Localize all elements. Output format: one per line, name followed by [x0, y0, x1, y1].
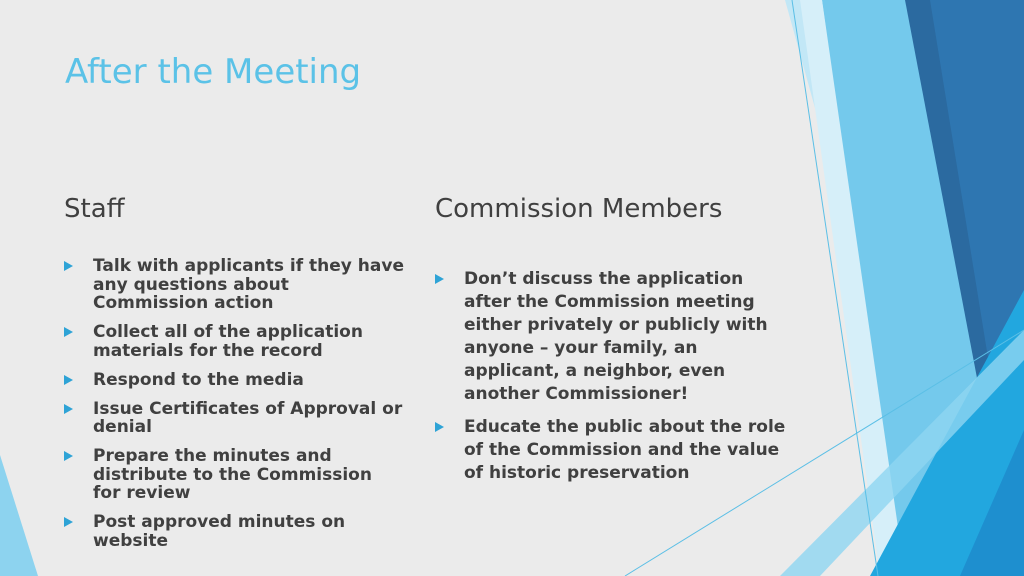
list-item [435, 268, 790, 406]
bullet-arrow-icon [64, 327, 73, 337]
bullet-arrow-icon [435, 274, 444, 284]
list-item-text: Talk with applicants if they have any questions about Commission action [93, 256, 404, 313]
commission-list [435, 268, 790, 495]
bullet-arrow-icon [64, 517, 73, 527]
list-item [64, 323, 404, 360]
list-item-text: Collect all of the application materials for the record [93, 322, 363, 361]
slide-title: After the Meeting [65, 52, 362, 92]
list-item [64, 371, 404, 390]
bullet-arrow-icon [64, 261, 73, 271]
list-item-text: Educate the public about the role of the Commission and the value of historic preservation [464, 417, 786, 483]
staff-heading: Staff [64, 194, 125, 224]
left-wedge-shape [0, 455, 38, 576]
list-item [435, 416, 790, 485]
commission-heading: Commission Members [435, 194, 723, 224]
bullet-arrow-icon [435, 422, 444, 432]
staff-list [64, 257, 404, 561]
bullet-arrow-icon [64, 375, 73, 385]
list-item [64, 257, 404, 313]
list-item-text: Post approved minutes on website [93, 512, 346, 551]
list-item-text: Respond to the media [93, 369, 304, 390]
list-item-text: Prepare the minutes and distribute to the Commission for review [93, 446, 372, 503]
bullet-arrow-icon [64, 451, 73, 461]
bullet-arrow-icon [64, 404, 73, 414]
list-item-text: Don’t discuss the application after the Commission meeting either privately or publicly with anyone – your family, an applicant, a neighbor, even another Commissioner! [464, 269, 768, 404]
list-item [64, 447, 404, 503]
list-item-text: Issue Certificates of Approval or denial [93, 398, 403, 437]
list-item [64, 400, 404, 437]
list-item [64, 513, 404, 550]
